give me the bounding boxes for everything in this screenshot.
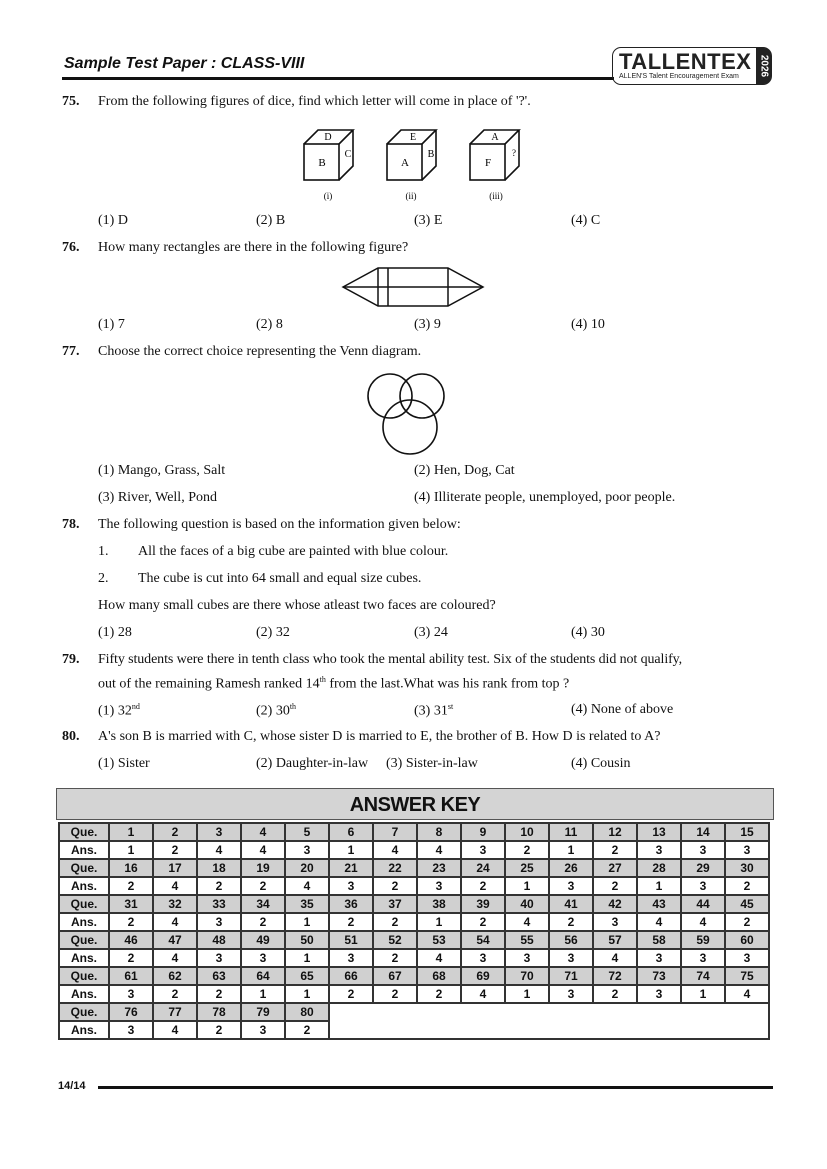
row-label: Ans. [59, 1021, 109, 1039]
question-number: 80. [62, 729, 80, 744]
question-number-cell: 77 [153, 1003, 197, 1021]
die-iii-side: ? [512, 148, 516, 158]
answer-cell: 3 [329, 877, 373, 895]
tallentex-logo [612, 47, 772, 85]
answer-cell: 2 [373, 949, 417, 967]
row-label: Que. [59, 895, 109, 913]
row-label: Ans. [59, 949, 109, 967]
answer-cell: 1 [417, 913, 461, 931]
answer-cell: 3 [681, 841, 725, 859]
question-number-cell: 17 [153, 859, 197, 877]
point-number: 1. [98, 544, 109, 559]
question-text: From the following figures of dice, find which letter will come in place of '?'. [98, 94, 531, 109]
question-number-cell: 38 [417, 895, 461, 913]
answer-cell: 4 [725, 985, 769, 1003]
answer-cell: 3 [417, 877, 461, 895]
die-ii-side: B [427, 149, 435, 160]
answer-cell: 4 [153, 913, 197, 931]
option-3 [414, 702, 453, 720]
answer-cell: 2 [197, 985, 241, 1003]
answer-cell: 2 [417, 985, 461, 1003]
option-1: (1) D [98, 213, 128, 228]
option-text: (4) None of above [571, 702, 674, 717]
answer-cell: 4 [461, 985, 505, 1003]
question-number-cell: 78 [197, 1003, 241, 1021]
ordinal-suffix: th [319, 675, 326, 684]
option-4: (4) Cousin [571, 756, 631, 771]
row-label: Que. [59, 967, 109, 985]
dice-figure [296, 122, 546, 207]
question-number-cell: 48 [197, 931, 241, 949]
question-number-cell: 23 [417, 859, 461, 877]
question-number-cell: 5 [285, 823, 329, 841]
question-number-cell: 27 [593, 859, 637, 877]
answer-cell: 2 [593, 841, 637, 859]
question-number-cell: 41 [549, 895, 593, 913]
answer-cell: 3 [725, 949, 769, 967]
answer-cell: 3 [549, 985, 593, 1003]
question-number-cell: 40 [505, 895, 549, 913]
answer-cell: 1 [637, 877, 681, 895]
answer-cell: 2 [373, 877, 417, 895]
option-3: (3) Sister-in-law [386, 756, 478, 771]
point-text: The cube is cut into 64 small and equal size cubes. [138, 571, 422, 586]
question-text: A's son B is married with C, whose sister D is married to E, the brother of B. How D is related to A? [98, 729, 661, 744]
answer-cell: 3 [285, 841, 329, 859]
question-text: How many rectangles are there in the following figure? [98, 240, 409, 255]
answer-cell: 4 [241, 841, 285, 859]
question-number-cell: 1 [109, 823, 153, 841]
question-number-cell: 44 [681, 895, 725, 913]
die-ii-front: A [401, 157, 409, 169]
answer-row [59, 949, 769, 967]
answer-cell: 2 [285, 1021, 329, 1039]
question-number-cell: 13 [637, 823, 681, 841]
answer-cell: 3 [241, 949, 285, 967]
question-number-row [59, 967, 769, 985]
point-text: All the faces of a big cube are painted with blue colour. [138, 544, 449, 559]
answer-cell: 3 [109, 985, 153, 1003]
question-text-line1: Fifty students were there in tenth class who took the mental ability test. Six of the students did not qualify, [98, 652, 683, 667]
question-number-cell: 62 [153, 967, 197, 985]
question-number-cell: 47 [153, 931, 197, 949]
question-number-cell: 31 [109, 895, 153, 913]
answer-cell: 2 [197, 877, 241, 895]
answer-row [59, 877, 769, 895]
answer-cell: 4 [593, 949, 637, 967]
answer-cell: 2 [593, 877, 637, 895]
question-number-row [59, 931, 769, 949]
empty-cell [329, 1003, 769, 1039]
question-number-cell: 73 [637, 967, 681, 985]
answer-cell: 3 [593, 913, 637, 931]
option-4 [571, 702, 673, 718]
question-number-cell: 79 [241, 1003, 285, 1021]
answer-cell: 2 [373, 913, 417, 931]
question-number-cell: 72 [593, 967, 637, 985]
question-number-row [59, 859, 769, 877]
answer-cell: 4 [153, 1021, 197, 1039]
question-number-cell: 2 [153, 823, 197, 841]
option-3: (3) River, Well, Pond [98, 490, 217, 505]
page-number: 14/14 [58, 1080, 86, 1092]
answer-cell: 3 [109, 1021, 153, 1039]
answer-cell: 2 [725, 877, 769, 895]
answer-cell: 4 [285, 877, 329, 895]
ordinal-suffix: st [447, 702, 454, 711]
option-text: (1) 32 [98, 703, 132, 719]
answer-cell: 2 [461, 913, 505, 931]
option-2: (2) Daughter-in-law [256, 756, 369, 771]
answer-cell: 3 [681, 949, 725, 967]
answer-cell: 1 [241, 985, 285, 1003]
answer-cell: 2 [109, 877, 153, 895]
question-number-cell: 56 [549, 931, 593, 949]
question-number-cell: 74 [681, 967, 725, 985]
answer-cell: 1 [285, 913, 329, 931]
question-number-cell: 65 [285, 967, 329, 985]
option-2: (2) 32 [256, 625, 290, 640]
question-number-cell: 21 [329, 859, 373, 877]
question-number: 76. [62, 240, 80, 255]
answer-cell: 2 [109, 949, 153, 967]
answer-cell: 3 [549, 877, 593, 895]
answer-row [59, 841, 769, 859]
logo-name: TALLENTEX [619, 49, 752, 74]
question-number-cell: 24 [461, 859, 505, 877]
question-number-cell: 43 [637, 895, 681, 913]
venn-circle-bottom [383, 400, 437, 454]
question-number-cell: 58 [637, 931, 681, 949]
answer-cell: 4 [197, 841, 241, 859]
ordinal-suffix: th [289, 702, 297, 711]
question-number-cell: 11 [549, 823, 593, 841]
text-part: out of the remaining Ramesh ranked 14 [98, 676, 320, 692]
answer-cell: 1 [329, 841, 373, 859]
row-label: Que. [59, 931, 109, 949]
answer-cell: 3 [637, 949, 681, 967]
option-4: (4) 30 [571, 625, 605, 640]
question-number-cell: 30 [725, 859, 769, 877]
answer-cell: 2 [329, 985, 373, 1003]
row-label: Ans. [59, 841, 109, 859]
option-1: (1) Sister [98, 756, 150, 771]
ordinal-suffix: nd [131, 702, 140, 711]
question-number-cell: 63 [197, 967, 241, 985]
question-number-cell: 46 [109, 931, 153, 949]
question-number-cell: 51 [329, 931, 373, 949]
die-iii-label: (iii) [489, 191, 503, 201]
question-number-cell: 33 [197, 895, 241, 913]
question-number-cell: 49 [241, 931, 285, 949]
answer-cell: 3 [637, 985, 681, 1003]
die-i-label: (i) [323, 191, 333, 201]
question-number-cell: 29 [681, 859, 725, 877]
question-number-cell: 64 [241, 967, 285, 985]
venn-circle-right [400, 374, 444, 418]
row-label: Ans. [59, 913, 109, 931]
question-number-cell: 19 [241, 859, 285, 877]
answer-cell: 1 [109, 841, 153, 859]
logo-year-badge [756, 48, 771, 84]
answer-cell: 1 [285, 985, 329, 1003]
question-number-cell: 16 [109, 859, 153, 877]
question-number-cell: 54 [461, 931, 505, 949]
question-number-cell: 37 [373, 895, 417, 913]
answer-cell: 2 [549, 913, 593, 931]
die-iii-top: A [491, 132, 499, 143]
question-number-cell: 14 [681, 823, 725, 841]
question-text: Choose the correct choice representing the Venn diagram. [98, 344, 422, 359]
die-ii-label: (ii) [405, 191, 417, 201]
answer-cell: 4 [505, 913, 549, 931]
question-number-cell: 42 [593, 895, 637, 913]
die-i-front: B [318, 157, 326, 169]
answer-cell: 3 [197, 913, 241, 931]
die-i-top: D [324, 132, 332, 143]
question-number-cell: 9 [461, 823, 505, 841]
question-number-cell: 26 [549, 859, 593, 877]
question-number: 79. [62, 652, 80, 667]
option-3: (3) 9 [414, 317, 441, 332]
question-number-row [59, 823, 769, 841]
answer-cell: 3 [461, 949, 505, 967]
option-4: (4) Illiterate people, unemployed, poor people. [414, 490, 676, 505]
answer-key-table [58, 822, 770, 1040]
option-1: (1) 7 [98, 317, 125, 332]
answer-cell: 1 [505, 877, 549, 895]
option-2: (2) Hen, Dog, Cat [414, 463, 515, 478]
answer-cell: 3 [461, 841, 505, 859]
option-1: (1) Mango, Grass, Salt [98, 463, 226, 478]
answer-cell: 3 [197, 949, 241, 967]
question-number-cell: 76 [109, 1003, 153, 1021]
question-number: 75. [62, 94, 80, 109]
option-2: (2) 8 [256, 317, 283, 332]
logo-tagline: ALLEN'S Talent Encouragement Exam [619, 73, 739, 80]
question-number-cell: 67 [373, 967, 417, 985]
question-number-cell: 36 [329, 895, 373, 913]
option-3: (3) E [414, 213, 443, 228]
option-2: (2) B [256, 213, 286, 228]
answer-cell: 2 [241, 913, 285, 931]
answer-cell: 2 [241, 877, 285, 895]
point-number: 2. [98, 571, 109, 586]
option-4: (4) C [571, 213, 601, 228]
page-header-title: Sample Test Paper : CLASS-VIII [64, 55, 305, 72]
venn-diagram [360, 362, 460, 462]
answer-row [59, 913, 769, 931]
question-number-cell: 7 [373, 823, 417, 841]
answer-cell: 3 [725, 841, 769, 859]
answer-cell: 4 [373, 841, 417, 859]
answer-cell: 2 [153, 841, 197, 859]
question-number-cell: 25 [505, 859, 549, 877]
question-number-cell: 8 [417, 823, 461, 841]
option-3: (3) 24 [414, 625, 448, 640]
question-number-cell: 66 [329, 967, 373, 985]
question-number-cell: 59 [681, 931, 725, 949]
question-number-cell: 68 [417, 967, 461, 985]
question-number: 78. [62, 517, 80, 532]
row-label: Que. [59, 1003, 109, 1021]
answer-cell: 3 [681, 877, 725, 895]
logo-year: 2026 [758, 54, 769, 78]
die-iii-front: F [484, 157, 492, 169]
footer-rule [98, 1086, 773, 1089]
question-number-cell: 28 [637, 859, 681, 877]
option-1 [98, 702, 140, 720]
answer-cell: 2 [197, 1021, 241, 1039]
question-number-cell: 6 [329, 823, 373, 841]
answer-cell: 1 [505, 985, 549, 1003]
question-number-cell: 18 [197, 859, 241, 877]
answer-cell: 2 [329, 913, 373, 931]
answer-cell: 2 [153, 985, 197, 1003]
rectangle-figure [338, 265, 488, 310]
row-label: Que. [59, 823, 109, 841]
answer-cell: 4 [681, 913, 725, 931]
row-label: Ans. [59, 985, 109, 1003]
option-4: (4) 10 [571, 317, 605, 332]
question-number-cell: 15 [725, 823, 769, 841]
die-ii-top: E [409, 132, 417, 143]
answer-cell: 4 [637, 913, 681, 931]
question-number-cell: 69 [461, 967, 505, 985]
question-number-cell: 50 [285, 931, 329, 949]
answer-cell: 4 [417, 949, 461, 967]
question-number-cell: 52 [373, 931, 417, 949]
question-number-cell: 70 [505, 967, 549, 985]
question-number-cell: 60 [725, 931, 769, 949]
option-1: (1) 28 [98, 625, 132, 640]
answer-cell: 2 [593, 985, 637, 1003]
question-number-cell: 20 [285, 859, 329, 877]
answer-row [59, 985, 769, 1003]
answer-cell: 2 [725, 913, 769, 931]
question-number-cell: 45 [725, 895, 769, 913]
answer-cell: 2 [109, 913, 153, 931]
answer-cell: 1 [681, 985, 725, 1003]
die-i-side: C [344, 149, 352, 160]
answer-cell: 1 [285, 949, 329, 967]
question-number-row [59, 1003, 769, 1021]
answer-cell: 2 [373, 985, 417, 1003]
question-number-cell: 22 [373, 859, 417, 877]
question-subtext: How many small cubes are there whose atleast two faces are coloured? [98, 598, 496, 613]
answer-cell: 3 [505, 949, 549, 967]
answer-cell: 3 [329, 949, 373, 967]
question-number-cell: 57 [593, 931, 637, 949]
text-part: from the last.What was his rank from top ? [325, 676, 570, 692]
answer-cell: 4 [153, 949, 197, 967]
row-label: Que. [59, 859, 109, 877]
question-text-line2 [98, 675, 569, 693]
question-number-cell: 61 [109, 967, 153, 985]
option-text: (3) 31 [414, 703, 448, 719]
question-number-cell: 39 [461, 895, 505, 913]
question-number-cell: 10 [505, 823, 549, 841]
option-text: (2) 30 [256, 703, 290, 719]
question-number-cell: 12 [593, 823, 637, 841]
answer-cell: 2 [505, 841, 549, 859]
answer-cell: 1 [549, 841, 593, 859]
question-number-cell: 32 [153, 895, 197, 913]
question-number-cell: 80 [285, 1003, 329, 1021]
answer-cell: 3 [549, 949, 593, 967]
answer-cell: 3 [637, 841, 681, 859]
answer-cell: 4 [417, 841, 461, 859]
question-number-cell: 53 [417, 931, 461, 949]
option-2 [256, 702, 296, 720]
answer-cell: 2 [461, 877, 505, 895]
question-number-cell: 34 [241, 895, 285, 913]
question-number: 77. [62, 344, 80, 359]
question-number-row [59, 895, 769, 913]
question-text: The following question is based on the information given below: [98, 517, 461, 532]
question-number-cell: 75 [725, 967, 769, 985]
row-label: Ans. [59, 877, 109, 895]
question-number-cell: 35 [285, 895, 329, 913]
question-number-cell: 55 [505, 931, 549, 949]
answer-cell: 4 [153, 877, 197, 895]
question-number-cell: 3 [197, 823, 241, 841]
question-number-cell: 4 [241, 823, 285, 841]
answer-cell: 3 [241, 1021, 285, 1039]
question-number-cell: 71 [549, 967, 593, 985]
answer-key-title: ANSWER KEY [56, 788, 774, 820]
header-rule [62, 77, 614, 80]
